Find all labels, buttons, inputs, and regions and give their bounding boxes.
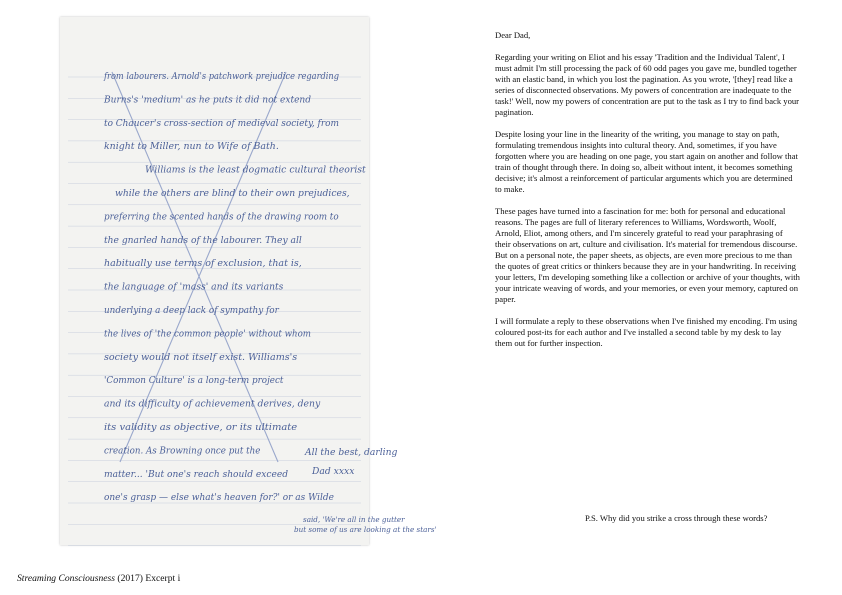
letter-salutation: Dear Dad, <box>495 30 531 40</box>
letter-paragraph-4: I will formulate a reply to these observations when I've finished my encoding. I'm using coloured post-its for each author and I've installed a second table by my desk to lay them out for further inspection. <box>495 316 798 348</box>
handwritten-line: to Chaucer's cross-section of medieval society, from <box>104 117 340 129</box>
letter-postscript: P.S. Why did you strike a cross through these words? <box>585 513 768 523</box>
letter-paragraph-2: Despite losing your line in the linearity of the writing, you manage to stay on path, formulating tremendous insights into cultural theory. And, sometimes, if you have forgotten where you are heading on one page, you start again on another and follow that train of thought through there. In doing so, albeit without intent, it becomes something decisive; it's almost a reinforcement of particular arguments which you are determined to make. <box>495 129 798 194</box>
margin-insert-text-2: but some of us are looking at the stars' <box>294 525 437 534</box>
figure-caption <box>17 573 180 584</box>
handwritten-line: Williams is the least dogmatic cultural theorist <box>145 164 367 176</box>
handwritten-line: underlying a deep lack of sympathy for <box>104 305 280 316</box>
handwritten-line: habitually use terms of exclusion, that is, <box>104 258 302 270</box>
handwritten-line: matter... 'But one's reach should exceed <box>104 468 289 480</box>
handwritten-line: Burns's 'medium' as he puts it did not extend <box>103 94 312 106</box>
margin-insert-text: said, 'We're all in the gutter <box>303 515 405 524</box>
handwritten-lines <box>103 71 366 503</box>
handwritten-line: 'Common Culture' is a long-term project <box>104 375 284 387</box>
handwritten-line: creation. As Browning once put the <box>104 445 261 457</box>
handwritten-line: its validity as objective, or its ultimate <box>104 422 298 433</box>
handwritten-line: one's grasp — else what's heaven for?' or as Wilde <box>104 492 335 504</box>
manuscript-page <box>60 17 437 545</box>
signoff-text: All the best, darling <box>305 447 398 458</box>
caption-title: Streaming Consciousness <box>17 573 115 584</box>
letter-paragraph-3: These pages have turned into a fascination for me: both for personal and educational reasons. The pages are full of literary references to Williams, Wordsworth, Woolf, Arnold, Eliot, among others, and I'm sincerely grateful to read your paraphrasing of their observations on art, culture and civilisation. It's material for tremendous discourse. But on a personal note, the paper sheets, as objects, are even more precious to me than the quotes of great critics or thinkers because they are in your handwriting. In receiving your letters, I'm developing something like a collection or archive of your thoughts, with your intricate weaving of words, and your memories, or even your memory, captured on paper. <box>495 206 800 304</box>
letter-body <box>495 30 800 360</box>
handwritten-line: society would not itself exist. Williams's <box>104 351 298 363</box>
handwritten-line: the lives of 'the common people' without whom <box>104 328 312 340</box>
handwritten-line: and its difficulty of achievement derives, deny <box>104 398 322 410</box>
signature-text: Dad xxxx <box>312 466 355 477</box>
handwritten-line: from labourers. Arnold's patchwork prejudice regarding <box>103 71 340 82</box>
letter-paragraph-1: Regarding your writing on Eliot and his essay 'Tradition and the Individual Talent', I must admit I'm still processing the pack of 60 odd pages you gave me, bundled together with an elastic band, in which you lost the pagination. As you wrote, '[they] read like a series of disconnected observations. My powers of concentration are inadequate to the task!' Well, now my powers of concentration are put to the task as I try to find back your pagination. <box>495 52 800 117</box>
handwritten-line: preferring the scented hands of the drawing room to <box>104 211 340 223</box>
handwritten-line: knight to Miller, nun to Wife of Bath. <box>104 141 279 153</box>
caption-rest: (2017) Excerpt i <box>114 573 181 584</box>
manuscript-drawing <box>60 17 437 545</box>
handwritten-line: the language of 'mass' and its variants <box>104 281 284 293</box>
handwritten-line: the gnarled hands of the labourer. They all <box>104 234 302 246</box>
handwritten-line: while the others are blind to their own prejudices, <box>115 188 350 199</box>
